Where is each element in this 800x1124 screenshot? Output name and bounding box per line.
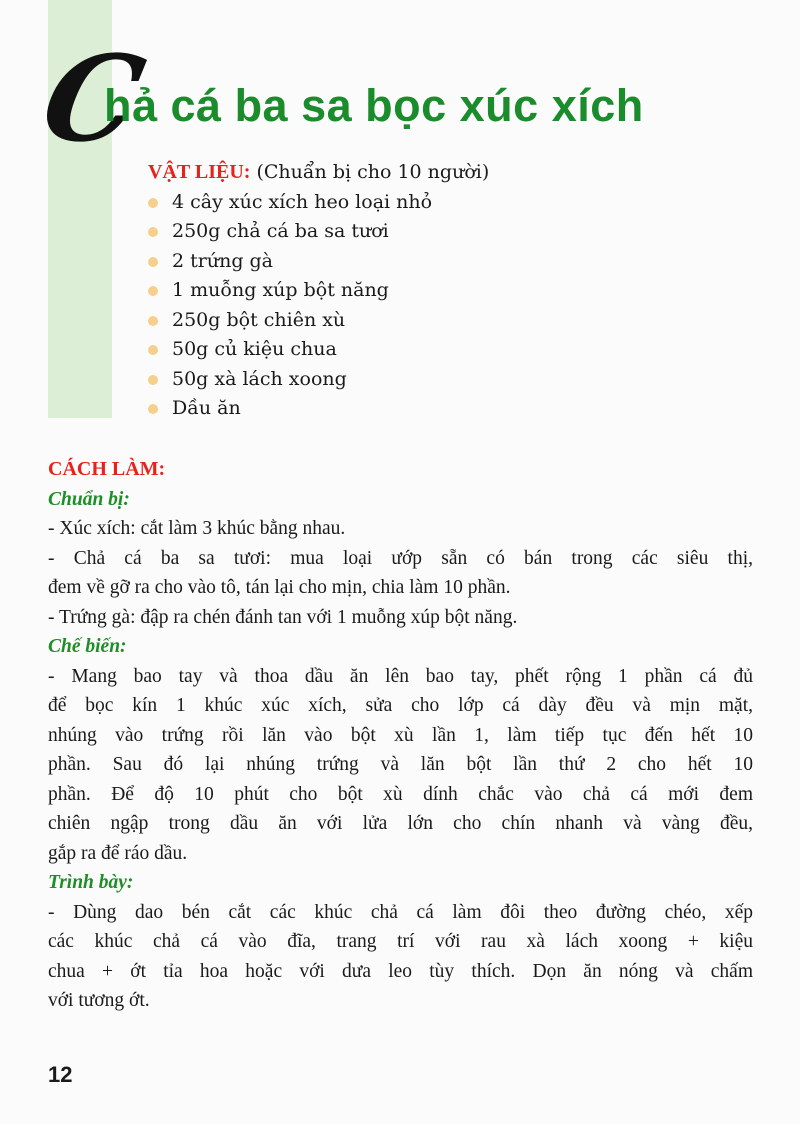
method-text-line: - Mang bao tay và thoa dầu ăn lên bao tay, phết rộng 1 phần cá đủ	[48, 665, 753, 687]
ingredient-item	[148, 247, 489, 277]
method-text-line: phần. Sau đó lại nhúng trứng và lăn bột lần thứ 2 cho hết 10	[48, 754, 753, 775]
ingredient-item	[148, 217, 489, 247]
title-initial-letter: C	[31, 29, 155, 168]
method-subheading: Chế biến:	[48, 636, 127, 657]
method-text-line: gắp ra để ráo dầu.	[48, 842, 188, 864]
page-number: 12	[48, 1062, 73, 1087]
ingredients-header	[148, 158, 489, 188]
method-text-line: - Dùng dao bén cắt các khúc chả cá làm đôi theo đường chéo, xếp	[48, 901, 753, 923]
ingredient-text: 50g xà lách xoong	[172, 367, 347, 390]
method-body	[48, 485, 753, 1016]
method-text-line: nhúng vào trứng rồi lăn vào bột xù lần 1, làm tiếp tục đến hết 10	[48, 724, 753, 746]
bullet-icon	[148, 227, 158, 237]
ingredients-section	[148, 158, 489, 424]
method-section	[48, 455, 753, 1016]
servings-note: (Chuẩn bị cho 10 người)	[256, 161, 490, 183]
method-text-line: với tương ớt.	[48, 990, 150, 1011]
ingredient-item	[148, 394, 489, 424]
ingredient-text: 2 trứng gà	[172, 249, 274, 272]
bullet-icon	[148, 257, 158, 267]
ingredient-text: Dầu ăn	[172, 397, 241, 419]
ingredient-text: 250g chả cá ba sa tươi	[172, 220, 389, 242]
recipe-title: hả cá ba sa bọc xúc xích	[104, 80, 644, 131]
method-text-line: chua + ớt tỉa hoa hoặc với dưa leo tùy thích. Dọn ăn nóng và chấm	[48, 960, 753, 982]
bullet-icon	[148, 198, 158, 208]
method-text-line: các khúc chả cá vào đĩa, trang trí với rau xà lách xoong + kiệu	[48, 931, 753, 952]
ingredient-item	[148, 365, 489, 395]
bullet-icon	[148, 345, 158, 355]
method-label: CÁCH LÀM:	[48, 458, 166, 480]
method-text-line: - Xúc xích: cắt làm 3 khúc bằng nhau.	[48, 518, 346, 539]
ingredient-item	[148, 276, 489, 306]
method-subheading: Chuẩn bị:	[48, 488, 130, 510]
ingredient-text: 1 muỗng xúp bột năng	[172, 279, 389, 301]
bullet-icon	[148, 404, 158, 414]
bullet-icon	[148, 375, 158, 385]
bullet-icon	[148, 316, 158, 326]
ingredients-list	[148, 188, 489, 424]
method-subheading: Trình bày:	[48, 872, 134, 893]
method-text-line: - Trứng gà: đập ra chén đánh tan với 1 muỗng xúp bột năng.	[48, 606, 518, 628]
ingredient-text: 250g bột chiên xù	[172, 308, 346, 331]
method-text-line: đem về gỡ ra cho vào tô, tán lại cho mịn, chia làm 10 phần.	[48, 577, 511, 598]
ingredient-item	[148, 306, 489, 336]
method-text-line: chiên ngập trong dầu ăn với lửa lớn cho chín nhanh và vàng đều,	[48, 813, 753, 834]
ingredients-label: VẬT LIỆU:	[148, 161, 251, 183]
method-text-line: phần. Để độ 10 phút cho bột xù dính chắc vào chả cá mới đem	[48, 783, 753, 805]
ingredient-item	[148, 335, 489, 365]
ingredient-item	[148, 188, 489, 218]
ingredient-text: 50g củ kiệu chua	[172, 338, 337, 360]
method-text-line: để bọc kín 1 khúc xúc xích, sửa cho lớp cá dày đều và mịn mặt,	[48, 695, 753, 716]
ingredient-text: 4 cây xúc xích heo loại nhỏ	[172, 190, 433, 213]
bullet-icon	[148, 286, 158, 296]
method-text-line: - Chả cá ba sa tươi: mua loại ướp sẵn có bán trong các siêu thị,	[48, 547, 753, 569]
